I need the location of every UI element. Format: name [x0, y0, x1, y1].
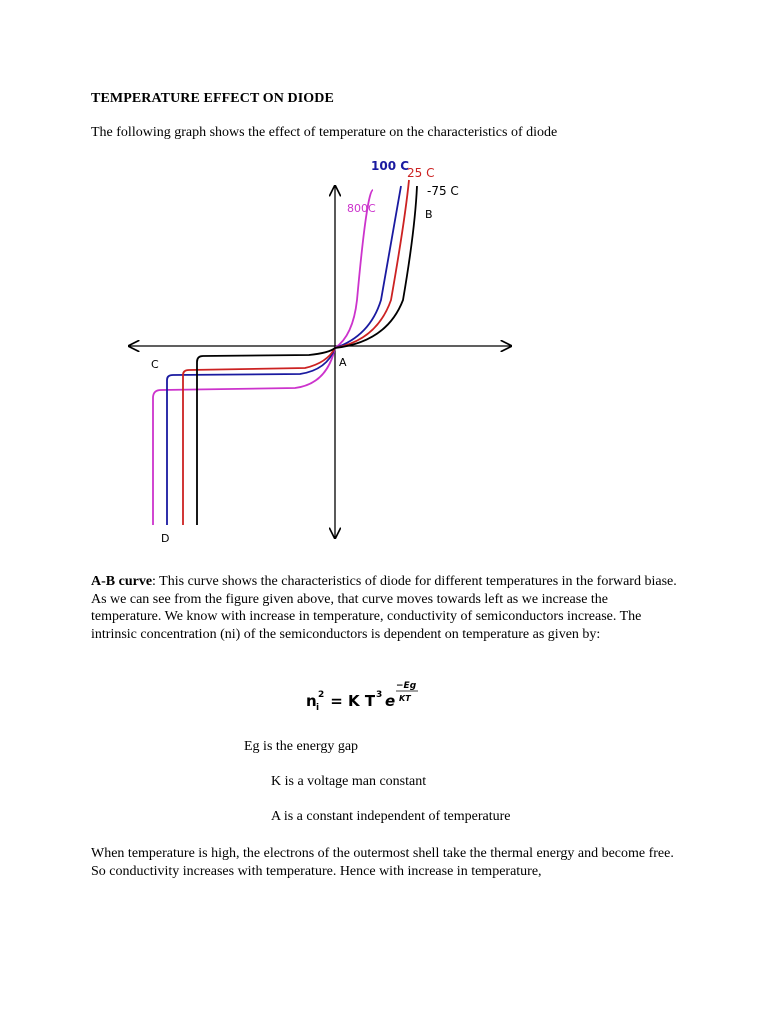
conclusion-paragraph: When temperature is high, the electrons of the outermost shell take the thermal energy and become free. So conductivity increases with temperature. Hence with increase in temperature, — [91, 846, 674, 879]
ab-curve-paragraph — [91, 573, 681, 643]
label-100c: 100 C — [371, 159, 410, 173]
curve-minus75c — [197, 186, 417, 525]
label-800c: 800C — [347, 202, 376, 215]
definition-k: K is a voltage man constant — [271, 774, 427, 789]
definition-eg: Eg is the energy gap — [244, 739, 359, 754]
page-title: TEMPERATURE EFFECT ON DIODE — [91, 91, 334, 106]
ab-curve-title: A-B curve — [91, 574, 153, 589]
definition-a: A is a constant independent of temperature — [271, 809, 511, 824]
formula-exp-num: −Eg — [396, 681, 417, 691]
ab-curve-text: : This curve shows the characteristics of diode for different temperatures in the forward biase. As we can see from the figure given above, that curve moves towards left as we increase the temperature. We know with increase in temperature, conductivity of semiconductors increase. The intrinsic concentration (ni) of the semiconductors is dependent on temperature as given by: — [91, 574, 677, 642]
formula-sup-2: 2 — [318, 690, 325, 700]
label-b: B — [425, 208, 433, 221]
label-a: A — [339, 356, 347, 369]
formula-e: e — [385, 692, 396, 710]
label-25c: 25 C — [407, 166, 435, 180]
intrinsic-concentration-formula — [300, 676, 440, 716]
formula-eq-kt: = K T — [325, 692, 376, 710]
formula-exp-den: KT — [399, 694, 411, 703]
intro-paragraph: The following graph shows the effect of temperature on the characteristics of diode — [91, 125, 558, 140]
formula-sup-3: 3 — [376, 690, 383, 700]
label-minus75c: -75 C — [427, 184, 459, 198]
label-d: D — [161, 532, 170, 545]
formula-n: n — [306, 692, 317, 710]
formula-sub-i: i — [316, 703, 320, 713]
curve-25c — [183, 180, 409, 525]
diode-temperature-graph — [115, 150, 515, 550]
label-c: C — [151, 358, 159, 371]
